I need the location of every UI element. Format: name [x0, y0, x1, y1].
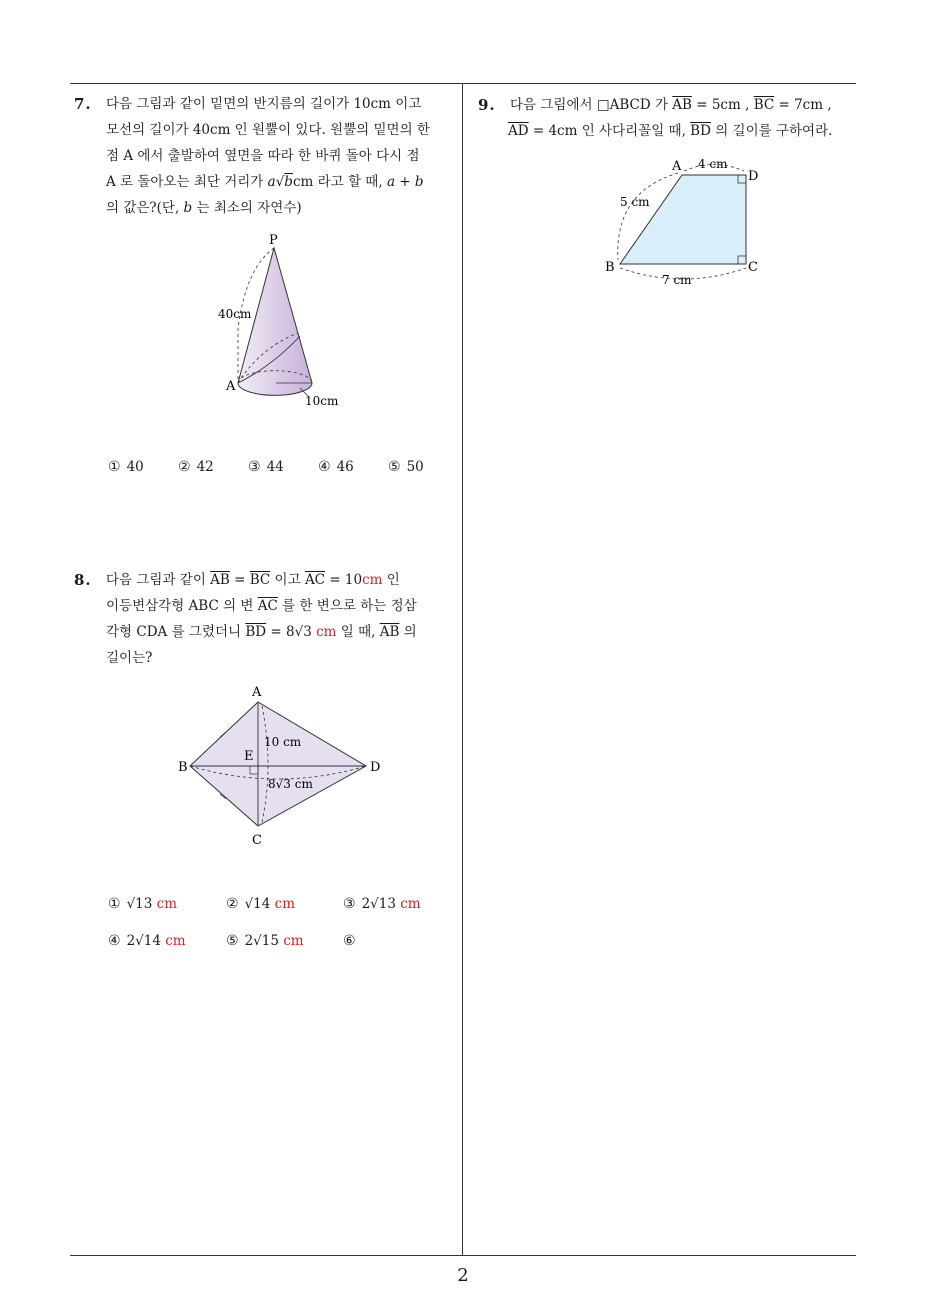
vertex-c: C	[748, 260, 758, 275]
ac-length-label: 10 cm	[264, 735, 302, 749]
apex-label: P	[269, 233, 278, 248]
bc-length-label: 7 cm	[662, 273, 692, 287]
question-text-line: 의 값은?(단, b 는 최소의 자연수)	[106, 200, 302, 216]
radius-label: 10cm	[305, 394, 339, 408]
choice-1[interactable]: ① √13 cm	[108, 896, 178, 912]
page-number: 2	[457, 1265, 469, 1286]
question-text-line: 모선의 길이가 40cm 인 원뿔이 있다. 원뿔의 밑면의 한	[106, 122, 430, 138]
point-e: E	[244, 749, 254, 764]
question-number: 7.	[74, 95, 92, 113]
question-text-line: 길이는?	[106, 650, 153, 666]
vertex-b: B	[605, 260, 615, 275]
point-label: A	[226, 379, 236, 394]
question-text-line: 다음 그림과 같이 밑면의 반지름의 길이가 10cm 이고	[106, 96, 422, 112]
question-text-line: $\overline{AD} = 4cm$ 인 사다리꼴일 때, $\overline{BD}$ 의 길이를 구하여라.	[508, 123, 833, 139]
trapezoid-shape	[620, 175, 746, 264]
question-number: 9.	[478, 96, 496, 114]
choice-1[interactable]: ① 40	[108, 459, 144, 475]
question-number: 8.	[74, 571, 92, 589]
choice-6[interactable]: ⑥	[343, 933, 356, 949]
question-text-line: 이등변삼각형 ABC 의 변 $\overline{AC}$ 를 한 변으로 하는 정삼	[106, 598, 417, 614]
choice-4[interactable]: ④ 46	[318, 459, 354, 475]
choice-3[interactable]: ③ 2√13 cm	[343, 896, 421, 912]
choice-2[interactable]: ② √14 cm	[226, 896, 296, 912]
kite-figure	[170, 682, 390, 852]
vertex-b: B	[178, 760, 188, 775]
top-rule	[70, 83, 856, 84]
cone-figure	[210, 228, 360, 413]
choice-3[interactable]: ③ 44	[248, 459, 284, 475]
question-text-line: 다음 그림에서 □ABCD 가 $\overline{AB} = 5cm$ , $\overline{BC} = 7cm$ ,	[510, 97, 832, 113]
choice-5[interactable]: ⑤ 2√15 cm	[226, 933, 304, 949]
choice-5[interactable]: ⑤ 50	[388, 459, 424, 475]
bottom-rule	[70, 1255, 856, 1256]
vertex-a: A	[252, 685, 262, 700]
column-divider	[462, 83, 463, 1256]
ab-length-label: 5 cm	[620, 195, 650, 209]
question-text-line: 각형 CDA 를 그렸더니 $\overline{BD} = 8√3$ cm 일 때, $\overline{AB}$ 의	[106, 624, 417, 640]
question-text-line: A 로 돌아오는 최단 거리가 a√bcm 라고 할 때, a + b	[106, 174, 424, 190]
bd-length-label: 8√3 cm	[268, 777, 313, 791]
vertex-c: C	[252, 833, 262, 848]
choice-4[interactable]: ④ 2√14 cm	[108, 933, 186, 949]
choice-2[interactable]: ② 42	[178, 459, 214, 475]
vertex-d: D	[748, 169, 759, 184]
vertex-d: D	[370, 760, 381, 775]
vertex-a: A	[672, 159, 682, 174]
trapezoid-figure	[600, 152, 780, 292]
ad-length-label: 4 cm	[698, 157, 728, 171]
question-text-line: 다음 그림과 같이 $\overline{AB} = \overline{BC}$ 이고 $\overline{AC} = 10cm$ 인	[106, 572, 400, 588]
question-text-line: 점 A 에서 출발하여 옆면을 따라 한 바퀴 돌아 다시 점	[106, 148, 420, 164]
slant-label: 40cm	[218, 307, 252, 321]
